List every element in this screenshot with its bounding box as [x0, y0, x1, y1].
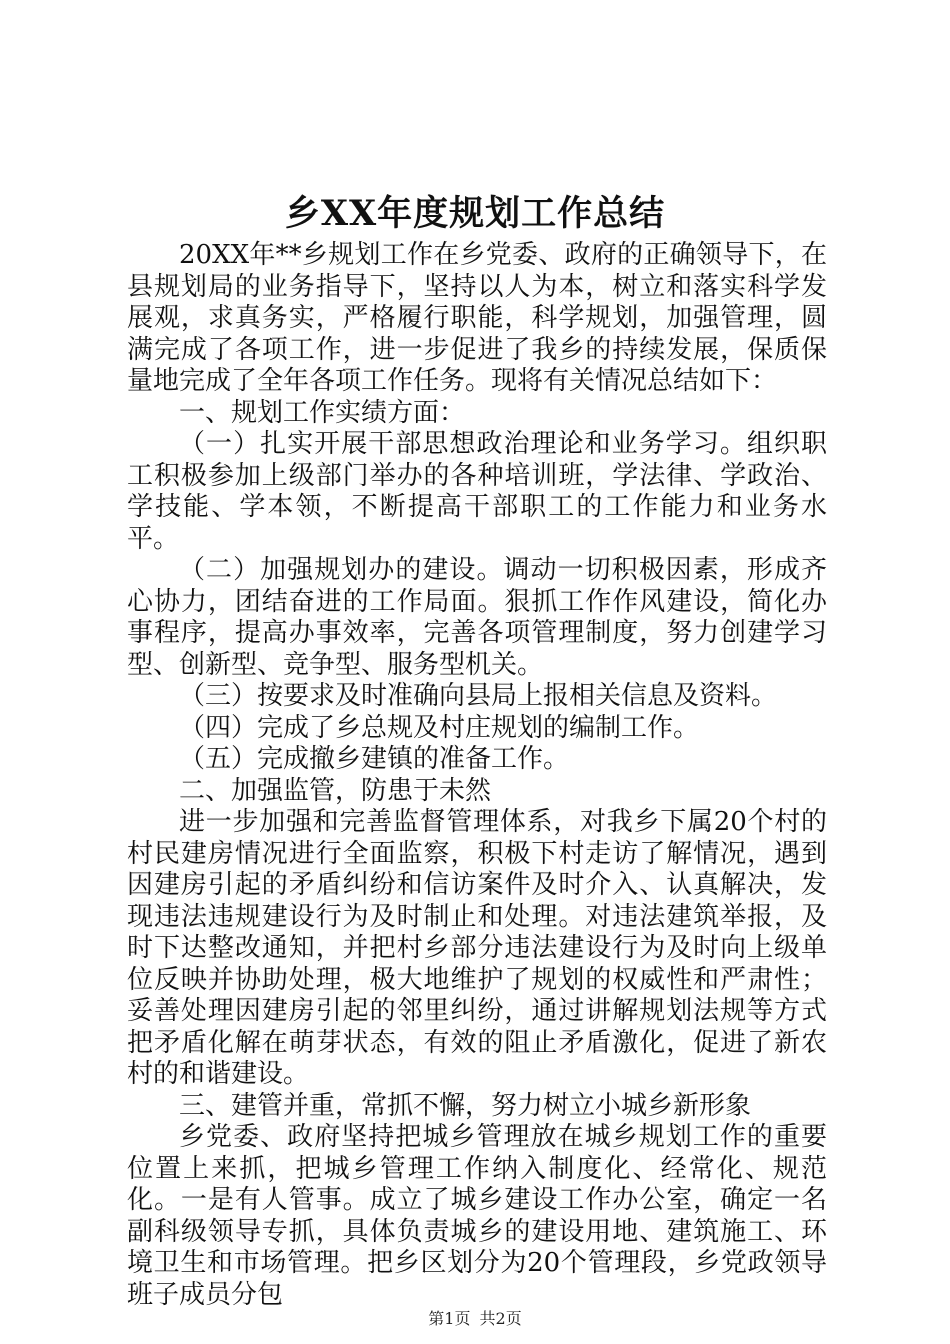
document-title: 乡XX年度规划工作总结 [284, 193, 666, 234]
page-footer [0, 1306, 950, 1329]
document-body [127, 240, 827, 1311]
item-paragraph-2: （二）加强规划办的建设。调动一切积极因素，形成齐心协力，团结奋进的工作局面。狠抓工作作风建设，简化办事程序，提高办事效率，完善各项管理制度，努力创建学习型、创新型、竞争型、服务型机关。 [127, 555, 827, 680]
management-paragraph: 乡党委、政府坚持把城乡管理放在城乡规划工作的重要位置上来抓，把城乡管理工作纳入制度化、经常化、规范化。一是有人管事。成立了城乡建设工作办公室，确定一名副科级领导专抓，具体负责城乡的建设用地、建筑施工、环境卫生和市场管理。把乡区划分为20个管理段，乡党政领导班子成员分包 [127, 1122, 827, 1310]
section-heading-3: 三、建管并重，常抓不懈，努力树立小城乡新形象 [179, 1090, 752, 1121]
intro-paragraph: 20XX年**乡规划工作在乡党委、政府的正确领导下，在县规划局的业务指导下，坚持以人为本，树立和落实科学发展观，求真务实，严格履行职能，科学规划，加强管理，圆满完成了各项工作，进一步促进了我乡的持续发展，保质保量地完成了全年各项工作任务。现将有关情况总结如下： [127, 240, 827, 396]
section-heading-1: 一、规划工作实绩方面： [179, 397, 466, 428]
page-number: 第1页 [428, 1309, 471, 1328]
item-paragraph-5: （五）完成撤乡建镇的准备工作。 [179, 744, 570, 774]
item-paragraph-1: （一）扎实开展干部思想政治理论和业务学习。组织职工积极参加上级部门举办的各种培训班，学法律、学政治、学技能、学本领，不断提高干部职工的工作能力和业务水平。 [127, 429, 827, 554]
item-paragraph-4: （四）完成了乡总规及村庄规划的编制工作。 [179, 712, 700, 743]
section-heading-2: 二、加强监管，防患于未然 [179, 775, 492, 806]
supervision-paragraph: 进一步加强和完善监督管理体系，对我乡下属20个村的村民建房情况进行全面监察，积极下村走访了解情况，遇到因建房引起的矛盾纠纷和信访案件及时介入、认真解决，发现违法违规建设行为及时制止和处理。对违法建筑举报，及时下达整改通知，并把村乡部分违法建设行为及时向上级单位反映并协助处理，极大地维护了规划的权威性和严肃性；妥善处理因建房引起的邻里纠纷，通过讲解规划法规等方式把矛盾化解在萌芽状态，有效的阻止矛盾激化，促进了新农村的和谐建设。 [127, 807, 827, 1089]
item-paragraph-3: （三）按要求及时准确向县局上报相关信息及资料。 [179, 681, 778, 711]
page-total: 共2页 [479, 1309, 522, 1328]
